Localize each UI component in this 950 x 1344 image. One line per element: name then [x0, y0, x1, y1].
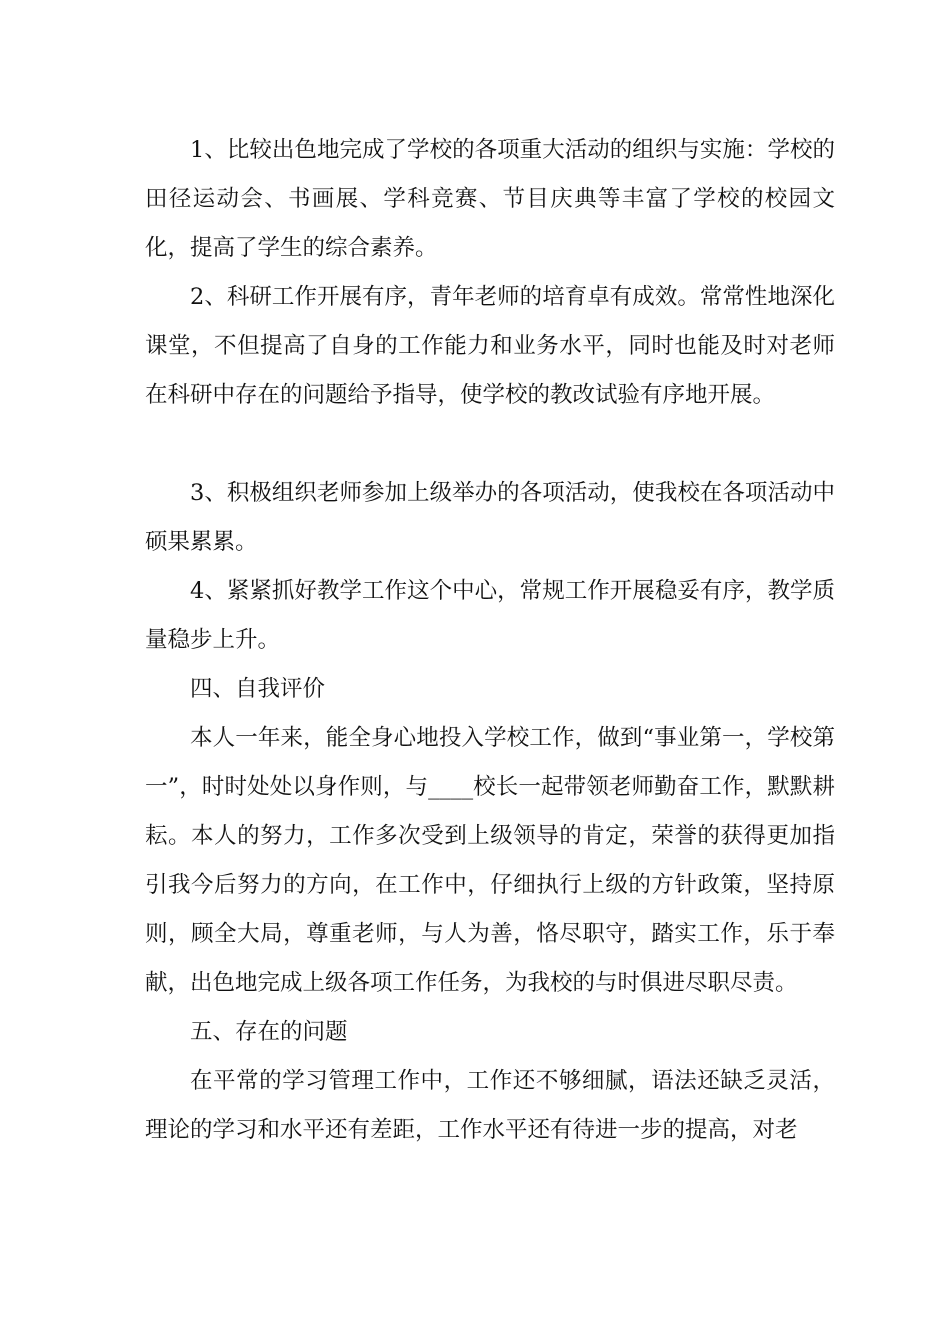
section-heading-self-evaluation: 四、自我评价: [190, 676, 326, 702]
document-page: [145, 126, 835, 1155]
paragraph-gap: [145, 420, 835, 469]
paragraph-item-3: 3、积极组织老师参加上级举办的各项活动，使我校在各项活动中硕果累累。: [145, 480, 835, 555]
section-heading-problems: 五、存在的问题: [190, 1019, 348, 1045]
section-body-problems: 在平常的学习管理工作中，工作还不够细腻，语法还缺乏灵活，理论的学习和水平还有差距，工作水平还有待进一步的提高，对老: [145, 1068, 835, 1143]
paragraph-item-1: 1、比较出色地完成了学校的各项重大活动的组织与实施：学校的田径运动会、书画展、学科竞赛、节目庆典等丰富了学校的校园文化，提高了学生的综合素养。: [145, 137, 835, 261]
paragraph-item-2: 2、科研工作开展有序，青年老师的培育卓有成效。常常性地深化课堂，不但提高了自身的工作能力和业务水平，同时也能及时对老师在科研中存在的问题给予指导，使学校的教改试验有序地开展。: [145, 284, 835, 408]
section-body-self-evaluation: 本人一年来，能全身心地投入学校工作，做到“事业第一，学校第一”，时时处处以身作则，与____校长一起带领老师勤奋工作，默默耕耘。本人的努力，工作多次受到上级领导的肯定，荣誉的获得更加指引我今后努力的方向，在工作中，仔细执行上级的方针政策，坚持原则，顾全大局，尊重老师，与人为善，恪尽职守，踏实工作，乐于奉献，出色地完成上级各项工作任务，为我校的与时俱进尽职尽责。: [145, 725, 835, 996]
paragraph-item-4: 4、紧紧抓好教学工作这个中心，常规工作开展稳妥有序，教学质量稳步上升。: [145, 578, 835, 653]
